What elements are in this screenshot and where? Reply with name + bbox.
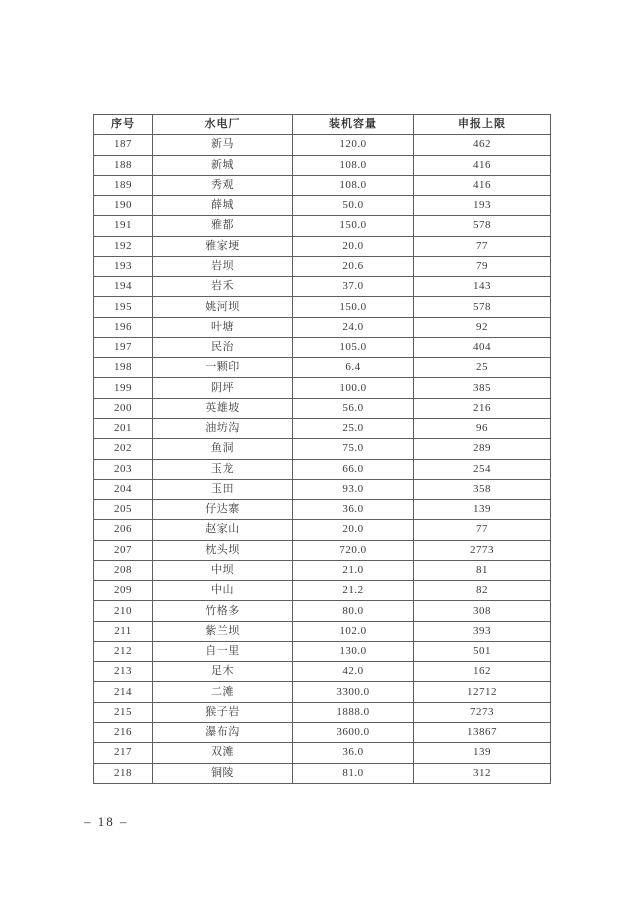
cell-limit: 404 [414, 337, 551, 357]
cell-plant-name: 民治 [153, 337, 293, 357]
cell-capacity: 3600.0 [293, 722, 414, 742]
cell-plant-name: 紫兰坝 [153, 621, 293, 641]
table-row [94, 662, 551, 682]
cell-index: 201 [94, 418, 153, 438]
cell-index: 213 [94, 662, 153, 682]
cell-limit: 358 [414, 479, 551, 499]
cell-plant-name: 玉田 [153, 479, 293, 499]
table-row [94, 500, 551, 520]
cell-index: 191 [94, 216, 153, 236]
cell-plant-name: 瀑布沟 [153, 722, 293, 742]
header-cell-limit: 申报上限 [414, 115, 551, 135]
table-row [94, 702, 551, 722]
table-row [94, 682, 551, 702]
cell-plant-name: 秀观 [153, 175, 293, 195]
cell-plant-name: 玉龙 [153, 459, 293, 479]
cell-limit: 216 [414, 398, 551, 418]
cell-capacity: 20.0 [293, 236, 414, 256]
table-row [94, 520, 551, 540]
cell-limit: 416 [414, 155, 551, 175]
cell-limit: 578 [414, 297, 551, 317]
cell-limit: 254 [414, 459, 551, 479]
cell-plant-name: 鱼洞 [153, 439, 293, 459]
table-row [94, 196, 551, 216]
cell-limit: 139 [414, 743, 551, 763]
table-row [94, 763, 551, 783]
cell-plant-name: 姚河坝 [153, 297, 293, 317]
cell-index: 203 [94, 459, 153, 479]
cell-index: 195 [94, 297, 153, 317]
cell-index: 217 [94, 743, 153, 763]
cell-index: 209 [94, 581, 153, 601]
table-row [94, 378, 551, 398]
table-row [94, 581, 551, 601]
table-row [94, 277, 551, 297]
cell-capacity: 66.0 [293, 459, 414, 479]
cell-limit: 79 [414, 256, 551, 276]
cell-index: 218 [94, 763, 153, 783]
cell-capacity: 6.4 [293, 358, 414, 378]
cell-limit: 12712 [414, 682, 551, 702]
cell-limit: 25 [414, 358, 551, 378]
cell-limit: 2773 [414, 540, 551, 560]
cell-index: 211 [94, 621, 153, 641]
cell-limit: 162 [414, 662, 551, 682]
table-row [94, 601, 551, 621]
cell-limit: 92 [414, 317, 551, 337]
cell-capacity: 20.6 [293, 256, 414, 276]
cell-capacity: 130.0 [293, 641, 414, 661]
cell-plant-name: 岩坝 [153, 256, 293, 276]
cell-index: 204 [94, 479, 153, 499]
cell-index: 215 [94, 702, 153, 722]
cell-capacity: 21.2 [293, 581, 414, 601]
cell-limit: 308 [414, 601, 551, 621]
cell-capacity: 720.0 [293, 540, 414, 560]
cell-plant-name: 枕头坝 [153, 540, 293, 560]
cell-index: 194 [94, 277, 153, 297]
cell-capacity: 81.0 [293, 763, 414, 783]
table-row [94, 155, 551, 175]
table-row [94, 722, 551, 742]
cell-capacity: 3300.0 [293, 682, 414, 702]
table-row [94, 175, 551, 195]
cell-index: 192 [94, 236, 153, 256]
cell-plant-name: 赵家山 [153, 520, 293, 540]
table-row [94, 479, 551, 499]
cell-limit: 77 [414, 236, 551, 256]
cell-index: 205 [94, 500, 153, 520]
cell-index: 212 [94, 641, 153, 661]
cell-plant-name: 猴子岩 [153, 702, 293, 722]
cell-capacity: 36.0 [293, 500, 414, 520]
cell-plant-name: 油坊沟 [153, 418, 293, 438]
cell-limit: 416 [414, 175, 551, 195]
table-row [94, 459, 551, 479]
table-row [94, 317, 551, 337]
cell-capacity: 120.0 [293, 135, 414, 155]
cell-plant-name: 英雄坡 [153, 398, 293, 418]
cell-capacity: 100.0 [293, 378, 414, 398]
cell-capacity: 36.0 [293, 743, 414, 763]
table-row [94, 297, 551, 317]
table-row [94, 337, 551, 357]
cell-limit: 462 [414, 135, 551, 155]
table-header-row [94, 115, 551, 135]
cell-plant-name: 新城 [153, 155, 293, 175]
cell-plant-name: 薛城 [153, 196, 293, 216]
cell-plant-name: 雅家埂 [153, 236, 293, 256]
cell-plant-name: 叶塘 [153, 317, 293, 337]
page-number: – 18 – [84, 814, 129, 829]
header-cell-index: 序号 [94, 115, 153, 135]
cell-index: 206 [94, 520, 153, 540]
cell-plant-name: 雅都 [153, 216, 293, 236]
cell-capacity: 1888.0 [293, 702, 414, 722]
cell-limit: 385 [414, 378, 551, 398]
cell-capacity: 108.0 [293, 175, 414, 195]
cell-plant-name: 足木 [153, 662, 293, 682]
cell-plant-name: 中山 [153, 581, 293, 601]
cell-capacity: 102.0 [293, 621, 414, 641]
cell-index: 216 [94, 722, 153, 742]
table-row [94, 216, 551, 236]
cell-plant-name: 新马 [153, 135, 293, 155]
cell-plant-name: 岩禾 [153, 277, 293, 297]
cell-index: 193 [94, 256, 153, 276]
cell-index: 196 [94, 317, 153, 337]
cell-plant-name: 仔达寨 [153, 500, 293, 520]
cell-limit: 578 [414, 216, 551, 236]
table-row [94, 621, 551, 641]
cell-plant-name: 中坝 [153, 560, 293, 580]
cell-limit: 96 [414, 418, 551, 438]
table-row [94, 135, 551, 155]
cell-index: 188 [94, 155, 153, 175]
cell-index: 189 [94, 175, 153, 195]
hydropower-table [93, 114, 551, 784]
cell-capacity: 50.0 [293, 196, 414, 216]
cell-index: 197 [94, 337, 153, 357]
cell-index: 200 [94, 398, 153, 418]
cell-capacity: 80.0 [293, 601, 414, 621]
cell-index: 190 [94, 196, 153, 216]
cell-capacity: 56.0 [293, 398, 414, 418]
cell-plant-name: 竹格多 [153, 601, 293, 621]
cell-index: 210 [94, 601, 153, 621]
cell-capacity: 21.0 [293, 560, 414, 580]
cell-limit: 77 [414, 520, 551, 540]
cell-limit: 81 [414, 560, 551, 580]
cell-plant-name: 二滩 [153, 682, 293, 702]
cell-limit: 393 [414, 621, 551, 641]
cell-plant-name: 双滩 [153, 743, 293, 763]
cell-plant-name: 铜陵 [153, 763, 293, 783]
cell-capacity: 25.0 [293, 418, 414, 438]
table-row [94, 560, 551, 580]
table-row [94, 236, 551, 256]
cell-capacity: 105.0 [293, 337, 414, 357]
cell-limit: 143 [414, 277, 551, 297]
cell-limit: 139 [414, 500, 551, 520]
cell-plant-name: 自一里 [153, 641, 293, 661]
cell-index: 187 [94, 135, 153, 155]
cell-index: 199 [94, 378, 153, 398]
cell-index: 202 [94, 439, 153, 459]
cell-plant-name: 一颗印 [153, 358, 293, 378]
table-row [94, 641, 551, 661]
cell-capacity: 150.0 [293, 297, 414, 317]
cell-capacity: 108.0 [293, 155, 414, 175]
cell-limit: 312 [414, 763, 551, 783]
cell-index: 207 [94, 540, 153, 560]
cell-limit: 289 [414, 439, 551, 459]
table-row [94, 398, 551, 418]
cell-plant-name: 阴坪 [153, 378, 293, 398]
cell-capacity: 37.0 [293, 277, 414, 297]
cell-limit: 13867 [414, 722, 551, 742]
table-row [94, 540, 551, 560]
table-row [94, 418, 551, 438]
cell-index: 214 [94, 682, 153, 702]
cell-capacity: 75.0 [293, 439, 414, 459]
cell-capacity: 20.0 [293, 520, 414, 540]
cell-index: 208 [94, 560, 153, 580]
header-cell-capacity: 装机容量 [293, 115, 414, 135]
table-body [94, 135, 551, 784]
table-row [94, 743, 551, 763]
cell-capacity: 93.0 [293, 479, 414, 499]
cell-limit: 193 [414, 196, 551, 216]
table-header [94, 115, 551, 135]
table-row [94, 256, 551, 276]
cell-limit: 82 [414, 581, 551, 601]
cell-limit: 7273 [414, 702, 551, 722]
cell-limit: 501 [414, 641, 551, 661]
cell-capacity: 150.0 [293, 216, 414, 236]
cell-capacity: 42.0 [293, 662, 414, 682]
table-row [94, 358, 551, 378]
cell-index: 198 [94, 358, 153, 378]
header-cell-plant: 水电厂 [153, 115, 293, 135]
table-row [94, 439, 551, 459]
cell-capacity: 24.0 [293, 317, 414, 337]
